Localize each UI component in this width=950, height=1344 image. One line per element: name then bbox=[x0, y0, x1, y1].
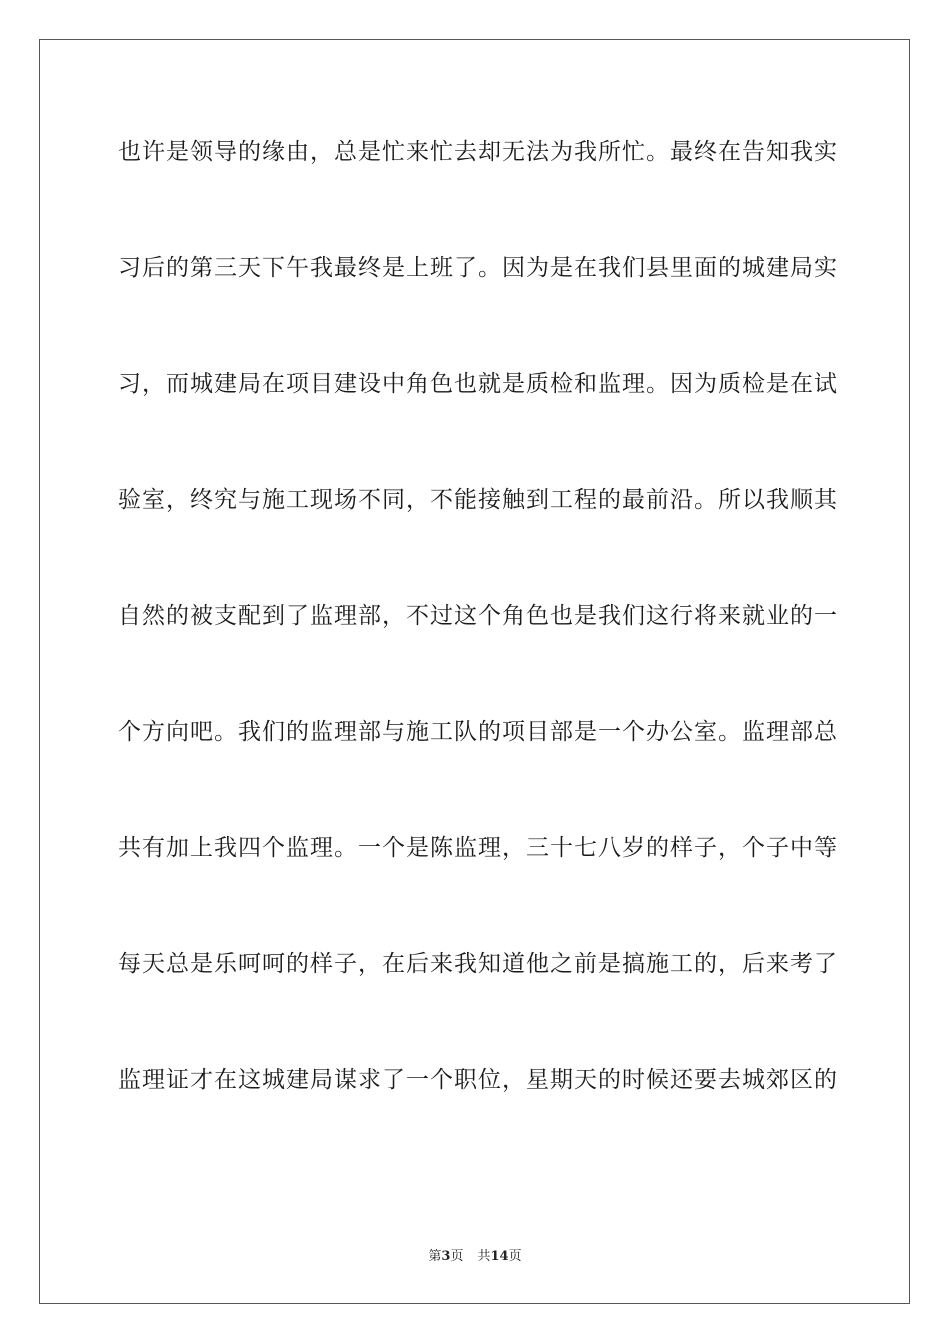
text-line: 个方向吧。我们的监理部与施工队的项目部是一个办公室。监理部总 bbox=[118, 719, 838, 745]
page-footer bbox=[0, 1248, 950, 1266]
total-prefix: 共 bbox=[477, 1249, 491, 1264]
total-suffix: 页 bbox=[508, 1249, 522, 1264]
current-page-number: 3 bbox=[441, 1249, 451, 1264]
text-line: 也许是领导的缘由，总是忙来忙去却无法为我所忙。最终在告知我实 bbox=[118, 139, 838, 165]
text-line: 监理证才在这城建局谋求了一个职位，星期天的时候还要去城郊区的 bbox=[118, 1067, 838, 1093]
total-pages-number: 14 bbox=[490, 1249, 509, 1264]
text-line: 每天总是乐呵呵的样子，在后来我知道他之前是搞施工的，后来考了 bbox=[118, 951, 838, 977]
text-line: 自然的被支配到了监理部，不过这个角色也是我们这行将来就业的一 bbox=[118, 603, 838, 629]
text-line: 验室，终究与施工现场不同，不能接触到工程的最前沿。所以我顺其 bbox=[118, 487, 838, 513]
page-prefix: 第 bbox=[428, 1249, 442, 1264]
document-body bbox=[118, 134, 838, 1178]
text-line: 习，而城建局在项目建设中角色也就是质检和监理。因为质检是在试 bbox=[118, 371, 838, 397]
page-suffix: 页 bbox=[450, 1249, 464, 1264]
text-line: 共有加上我四个监理。一个是陈监理，三十七八岁的样子，个子中等 bbox=[118, 835, 838, 861]
text-line: 习后的第三天下午我最终是上班了。因为是在我们县里面的城建局实 bbox=[118, 255, 838, 281]
